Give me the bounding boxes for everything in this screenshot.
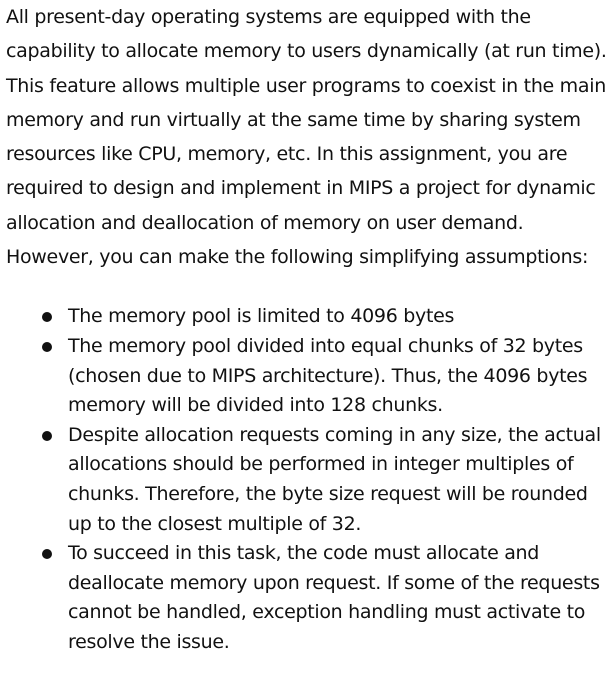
list-item [6,332,609,421]
bullet-icon [42,549,52,559]
list-item [6,421,609,539]
bullet-icon [42,312,52,322]
list-item-text: Despite allocation requests coming in any size, the actual allocations should be performed in integer multiples of chunks. Therefore, the byte size request will be rounded up to the closest multiple of 32. [68,423,601,535]
intro-paragraph: All present-day operating systems are equipped with the capability to allocate memory to users dynamically (at run time). This feature allows multiple user programs to coexist in the main memory and run virtually at the same time by sharing system resources like CPU, memory, etc. In this assignment, you are required to design and implement in MIPS a project for dynamic allocation and deallocation of memory on user demand. However, you can make the following simplifying assumptions: [6,6,607,269]
assumptions-list [6,302,609,657]
list-item-text: To succeed in this task, the code must allocate and deallocate memory upon request. If some of the requests cannot be handled, exception handling must activate to resolve the issue. [68,542,600,653]
list-item-text: The memory pool is limited to 4096 bytes [68,305,455,328]
list-item [6,539,609,657]
list-item [6,302,609,332]
bullet-icon [42,342,52,352]
bullet-icon [42,431,52,441]
list-item-text: The memory pool divided into equal chunks of 32 bytes (chosen due to MIPS architecture). Thus, the 4096 bytes memory will be divided into 128 chunks. [68,334,588,417]
